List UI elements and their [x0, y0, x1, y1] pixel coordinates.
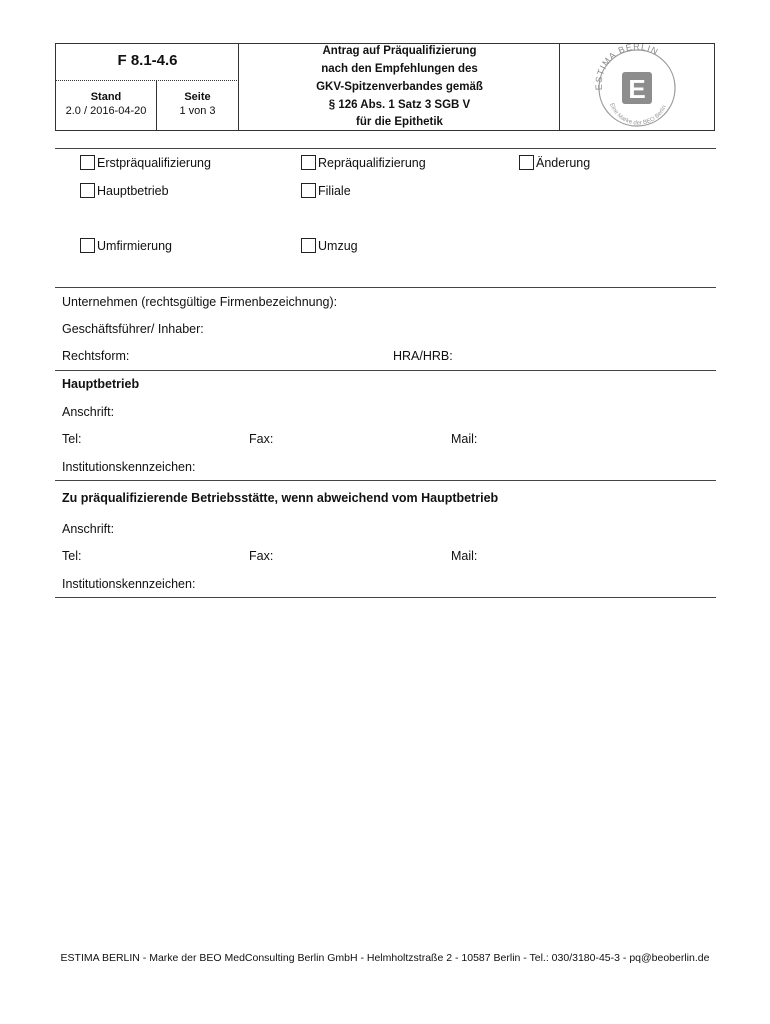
page-footer: ESTIMA BERLIN - Marke der BEO MedConsulting Berlin GmbH - Helmholtzstraße 2 - 10587 Berlin - Tel.: 030/3180-45-3 - pq@beoberlin.de — [60, 952, 710, 964]
seite-label: Seite — [184, 91, 211, 103]
checkbox-label: Erstpräqualifizierung — [97, 155, 211, 170]
main-site-title: Hauptbetrieb — [62, 377, 140, 391]
section-divider — [55, 148, 716, 149]
secondary-tel-label: Tel: — [62, 549, 82, 563]
main-tel-label: Tel: — [62, 432, 82, 446]
secondary-ik-label: Institutionskennzeichen: — [62, 577, 196, 591]
manager-label: Geschäftsführer/ Inhaber: — [62, 322, 204, 336]
checkbox-aenderung[interactable] — [519, 155, 590, 170]
main-ik-label: Institutionskennzeichen: — [62, 460, 196, 474]
seite-value: 1 von 3 — [179, 105, 216, 117]
company-name-label: Unternehmen (rechtsgültige Firmenbezeichnung): — [62, 295, 338, 309]
hra-hrb-label: HRA/HRB: — [393, 349, 453, 363]
checkbox-box[interactable] — [519, 155, 534, 170]
checkbox-umzug[interactable] — [301, 238, 358, 253]
form-title-box — [239, 44, 560, 130]
checkbox-label: Änderung — [536, 155, 591, 170]
form-id: F 8.1-4.6 — [117, 52, 178, 69]
secondary-address-label: Anschrift: — [62, 522, 115, 536]
main-address-label: Anschrift: — [62, 405, 115, 419]
svg-text:Eine Marke der BEO Berlin — [608, 102, 668, 126]
form-meta-box — [56, 44, 239, 130]
form-title-line: für die Epithetik — [356, 116, 443, 128]
logo-sub-text: Eine Marke der BEO Berlin — [608, 102, 668, 127]
checkbox-label: Hauptbetrieb — [97, 183, 169, 198]
secondary-site-title: Zu präqualifizierende Betriebsstätte, wenn abweichend vom Hauptbetrieb — [62, 491, 499, 505]
logo-brand-text: ESTIMA BERLIN — [593, 44, 661, 91]
checkbox-box[interactable] — [80, 155, 95, 170]
form-title-line: § 126 Abs. 1 Satz 3 SGB V — [328, 99, 471, 111]
logo-letter: E — [628, 74, 646, 104]
checkbox-box[interactable] — [80, 238, 95, 253]
estima-berlin-logo — [560, 44, 714, 130]
legal-form-label: Rechtsform: — [62, 349, 130, 363]
logo-seal-icon — [560, 44, 714, 130]
checkbox-label: Umzug — [318, 238, 358, 253]
section-divider — [55, 597, 716, 598]
checkbox-filiale[interactable] — [301, 183, 351, 198]
stand-label: Stand — [90, 91, 122, 103]
form-title-line: Antrag auf Präqualifizierung — [322, 45, 477, 57]
secondary-mail-label: Mail: — [451, 549, 478, 563]
checkbox-label: Repräqualifizierung — [318, 155, 426, 170]
main-mail-label: Mail: — [451, 432, 478, 446]
checkbox-label: Filiale — [318, 183, 351, 198]
section-divider — [55, 287, 716, 288]
checkbox-hauptbetrieb[interactable] — [80, 183, 169, 198]
checkbox-repraequalifizierung[interactable] — [301, 155, 426, 170]
checkbox-box[interactable] — [301, 183, 316, 198]
checkbox-box[interactable] — [301, 238, 316, 253]
form-header — [55, 43, 715, 131]
stand-value: 2.0 / 2016-04-20 — [65, 105, 147, 117]
form-title-line: nach den Empfehlungen des — [321, 63, 478, 75]
main-fax-label: Fax: — [249, 432, 274, 446]
checkbox-umfirmierung[interactable] — [80, 238, 172, 253]
dotted-divider — [56, 80, 239, 81]
section-divider — [55, 370, 716, 371]
secondary-fax-label: Fax: — [249, 549, 274, 563]
checkbox-label: Umfirmierung — [97, 238, 173, 253]
form-title-line: GKV-Spitzenverbandes gemäß — [316, 81, 483, 93]
checkbox-box[interactable] — [301, 155, 316, 170]
checkbox-erstpraequalifizierung[interactable] — [80, 155, 211, 170]
checkbox-box[interactable] — [80, 183, 95, 198]
section-divider — [55, 480, 716, 481]
